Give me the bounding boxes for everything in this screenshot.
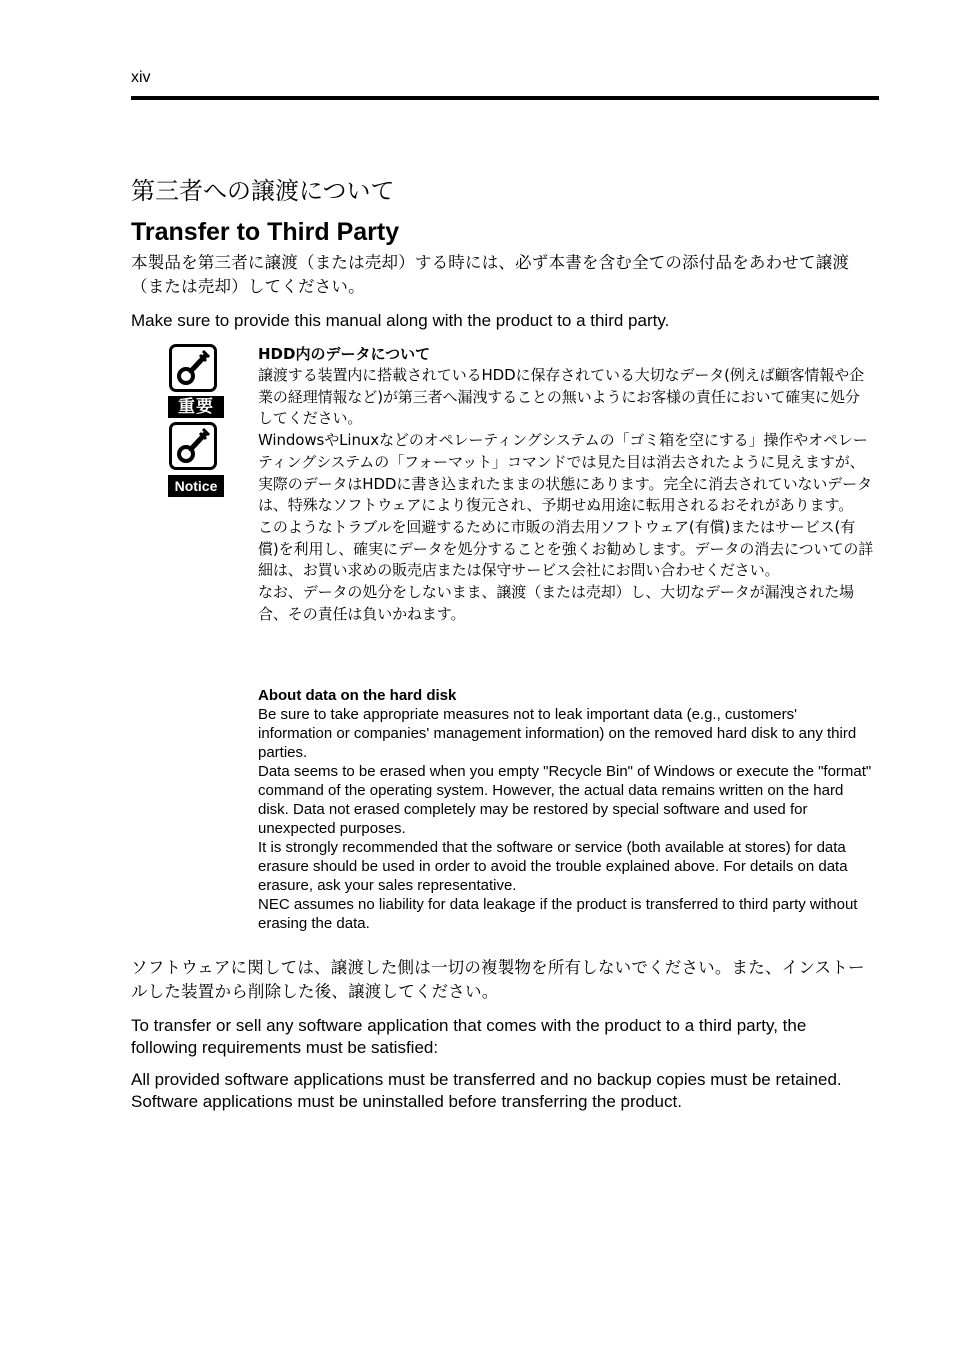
notice-heading-en: About data on the hard disk — [258, 687, 457, 704]
intro-paragraph-ja: 本製品を第三者に譲渡（または売却）する時には、必ず本書を含む全ての添付品をあわせて譲渡（または売却）してください。 — [131, 253, 850, 296]
requirement-item: Software applications must be uninstalled before transferring the product. — [131, 1091, 682, 1111]
notice-paragraph-ja: このようなトラブルを回避するために市販の消去用ソフトウェア(有償)またはサービス(有償)を利用し、確実にデータを処分することを強くお勧めします。データの消去についての詳細は、お買い求めの販売店または保守サービス会社にお問い合わせください。 — [258, 517, 874, 580]
notice-paragraph-en: It is strongly recommended that the software or service (both available at stores) for data erasure should be used in order to avoid the trouble explained above. For details on data erasure, ask your sales representative. — [258, 839, 848, 894]
notice-paragraph-ja: WindowsやLinuxなどのオペレーティングシステムの「ゴミ箱を空にする」操作やオペレーティングシステムの「フォーマット」コマンドでは見た目は消去されたように見えますが、実際のデータはHDDに書き込まれたままの状態にあります。完全に消去されていないデータは、特殊なソフトウェアにより復元され、予期せぬ用途に転用されるおそれがあります。 — [258, 431, 872, 515]
notice-en — [258, 686, 874, 933]
notice-ja — [258, 343, 874, 625]
notice-heading-ja: HDD内のデータについて — [258, 345, 431, 363]
key-icon — [169, 344, 217, 392]
requirement-item: All provided software applications must be transferred and no backup copies must be retained. — [131, 1070, 842, 1089]
page-number: xiv — [131, 69, 151, 86]
software-paragraph-en: To transfer or sell any software application that comes with the product to a third party, the following requirements must be satisfied: — [131, 1016, 807, 1057]
section-title-en: Transfer to Third Party — [131, 217, 400, 246]
important-label-ja: 重要 — [168, 396, 224, 418]
section-title-ja: 第三者への譲渡について — [131, 177, 395, 206]
notice-paragraph-en: Data seems to be erased when you empty "Recycle Bin" of Windows or execute the "format" command of the operating system. However, the actual data remains written on the hard disk. Data not erased completely may be restored by special software and used for unexpected purposes. — [258, 763, 872, 837]
software-requirements — [131, 1069, 876, 1112]
key-icon — [169, 422, 217, 470]
notice-paragraph-ja: 譲渡する装置内に搭載されているHDDに保存されている大切なデータ(例えば顧客情報や企業の経理情報など)が第三者へ漏洩することの無いようにお客様の責任において確実に処分してください。 — [258, 366, 865, 428]
header-rule — [131, 96, 879, 100]
software-paragraph-ja: ソフトウェアに関しては、譲渡した側は一切の複製物を所有しないでください。また、インストールした装置から削除した後、譲渡してください。 — [131, 958, 865, 1001]
notice-paragraph-ja: なお、データの処分をしないまま、譲渡（または売却）し、大切なデータが漏洩された場合、その責任は負いかねます。 — [258, 583, 855, 623]
intro-paragraph-en: Make sure to provide this manual along with the product to a third party. — [131, 311, 670, 330]
notice-paragraph-en: NEC assumes no liability for data leakage if the product is transferred to third party without erasing the data. — [258, 896, 858, 932]
notice-paragraph-en: Be sure to take appropriate measures not to leak important data (e.g., customers' information or companies' management information) on the removed hard disk to any third parties. — [258, 706, 857, 761]
notice-label-en: Notice — [168, 475, 224, 497]
notice-icons — [168, 344, 224, 497]
